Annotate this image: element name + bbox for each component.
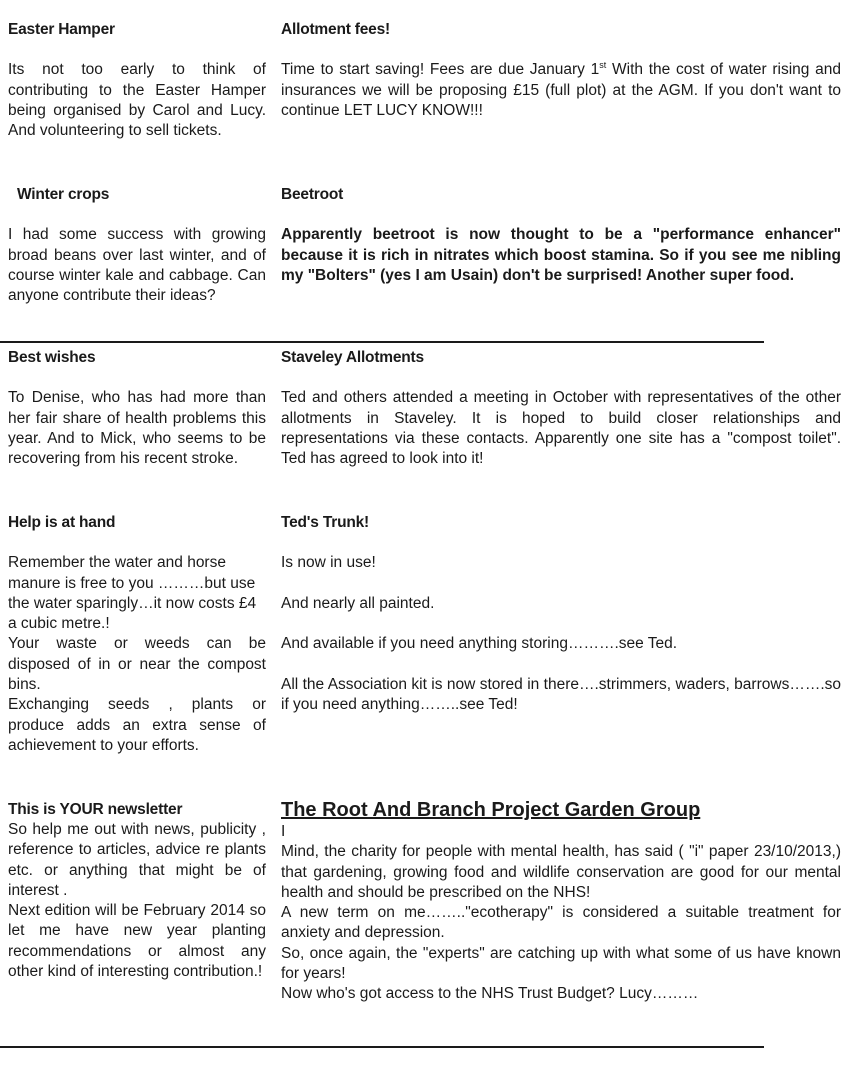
winter-crops-section xyxy=(8,185,266,306)
section-body: Its not too early to think of contributing to the Easter Hamper being organised by Carol and Lucy. And volunteering to sell tickets. xyxy=(8,61,266,140)
section-paragraph: Your waste or weeds can be disposed of in or near the compost bins. xyxy=(8,635,266,694)
section-heading: This is YOUR newsletter xyxy=(8,801,183,818)
section-paragraph: Remember the water and horse manure is free to you ………but use the water sparingly…it now costs £4 a cubic metre.! xyxy=(8,554,257,633)
section-heading: Easter Hamper xyxy=(8,21,115,38)
section-paragraph: So, once again, the "experts" are catching up with what some of us have known for years! xyxy=(281,944,841,983)
section-body: Time to start saving! Fees are due January 1st With the cost of water rising and insurances we will be proposing £15 (full plot) at the AGM. If you don't want to continue LET LUCY KNOW!!! xyxy=(281,60,841,119)
section-paragraph: Next edition will be February 2014 so let me have new year planting recommendations or almost any other kind of interesting contribution.! xyxy=(8,902,266,981)
root-and-branch-section xyxy=(281,798,841,1005)
allotment-fees-section xyxy=(281,20,841,121)
newsletter-section xyxy=(8,800,266,982)
section-paragraph: And available if you need anything storing……….see Ted. xyxy=(281,635,678,653)
section-paragraph: Is now in use! xyxy=(281,554,376,572)
section-paragraph: Now who's got access to the NHS Trust Budget? Lucy……… xyxy=(281,985,699,1003)
section-body: Ted and others attended a meeting in October with representatives of the other allotments in Staveley. It is hoped to build closer relationships and representations via these contacts. Apparently one site has a "compost toilet". Ted has agreed to look into it! xyxy=(281,389,841,468)
section-heading: Help is at hand xyxy=(8,514,116,531)
section-body: To Denise, who has had more than her fair share of health problems this year. And to Mick, who seems to be recovering from his recent stroke. xyxy=(8,389,266,468)
section-heading: Ted's Trunk! xyxy=(281,514,369,531)
section-divider xyxy=(0,341,764,343)
section-paragraph: Mind, the charity for people with mental health, has said ( "i" paper 23/10/2013,) that gardening, growing food and wildlife conservation are good for our mental health and should be prescribed on the NHS! xyxy=(281,843,841,901)
section-paragraph: A new term on me…….."ecotherapy" is considered a suitable treatment for anxiety and depression. xyxy=(281,904,841,942)
text-cursor: I xyxy=(281,823,286,840)
section-heading: Beetroot xyxy=(281,186,344,203)
best-wishes-section xyxy=(8,348,266,469)
staveley-allotments-section xyxy=(281,348,841,469)
section-heading: The Root And Branch Project Garden Group xyxy=(281,799,701,821)
section-heading: Winter crops xyxy=(17,186,110,203)
section-paragraph: So help me out with news, publicity , reference to articles, advice re plants etc. or anything that might be of interest . xyxy=(8,821,266,899)
section-body: Apparently beetroot is now thought to be a "performance enhancer" because it is rich in nitrates which boost stamina. So if you see me nibling my "Bolters" (yes I am Usain) don't be surprised! Another super food. xyxy=(281,226,841,284)
section-paragraph: And nearly all painted. xyxy=(281,594,435,612)
section-heading: Staveley Allotments xyxy=(281,349,424,366)
section-paragraph: All the Association kit is now stored in there….strimmers, waders, barrows…….so if you need anything……..see Ted! xyxy=(281,676,841,714)
bottom-rule xyxy=(0,1046,764,1048)
beetroot-section xyxy=(281,185,841,286)
section-paragraph: Exchanging seeds , plants or produce adds an extra sense of achievement to your efforts. xyxy=(8,696,266,754)
easter-hamper-section xyxy=(8,20,266,141)
teds-trunk-section xyxy=(281,513,841,716)
section-heading: Best wishes xyxy=(8,349,96,366)
section-heading: Allotment fees! xyxy=(281,21,390,38)
help-at-hand-section xyxy=(8,513,266,756)
section-body: I had some success with growing broad beans over last winter, and of course winter kale and cabbage. Can anyone contribute their ideas? xyxy=(8,226,266,305)
